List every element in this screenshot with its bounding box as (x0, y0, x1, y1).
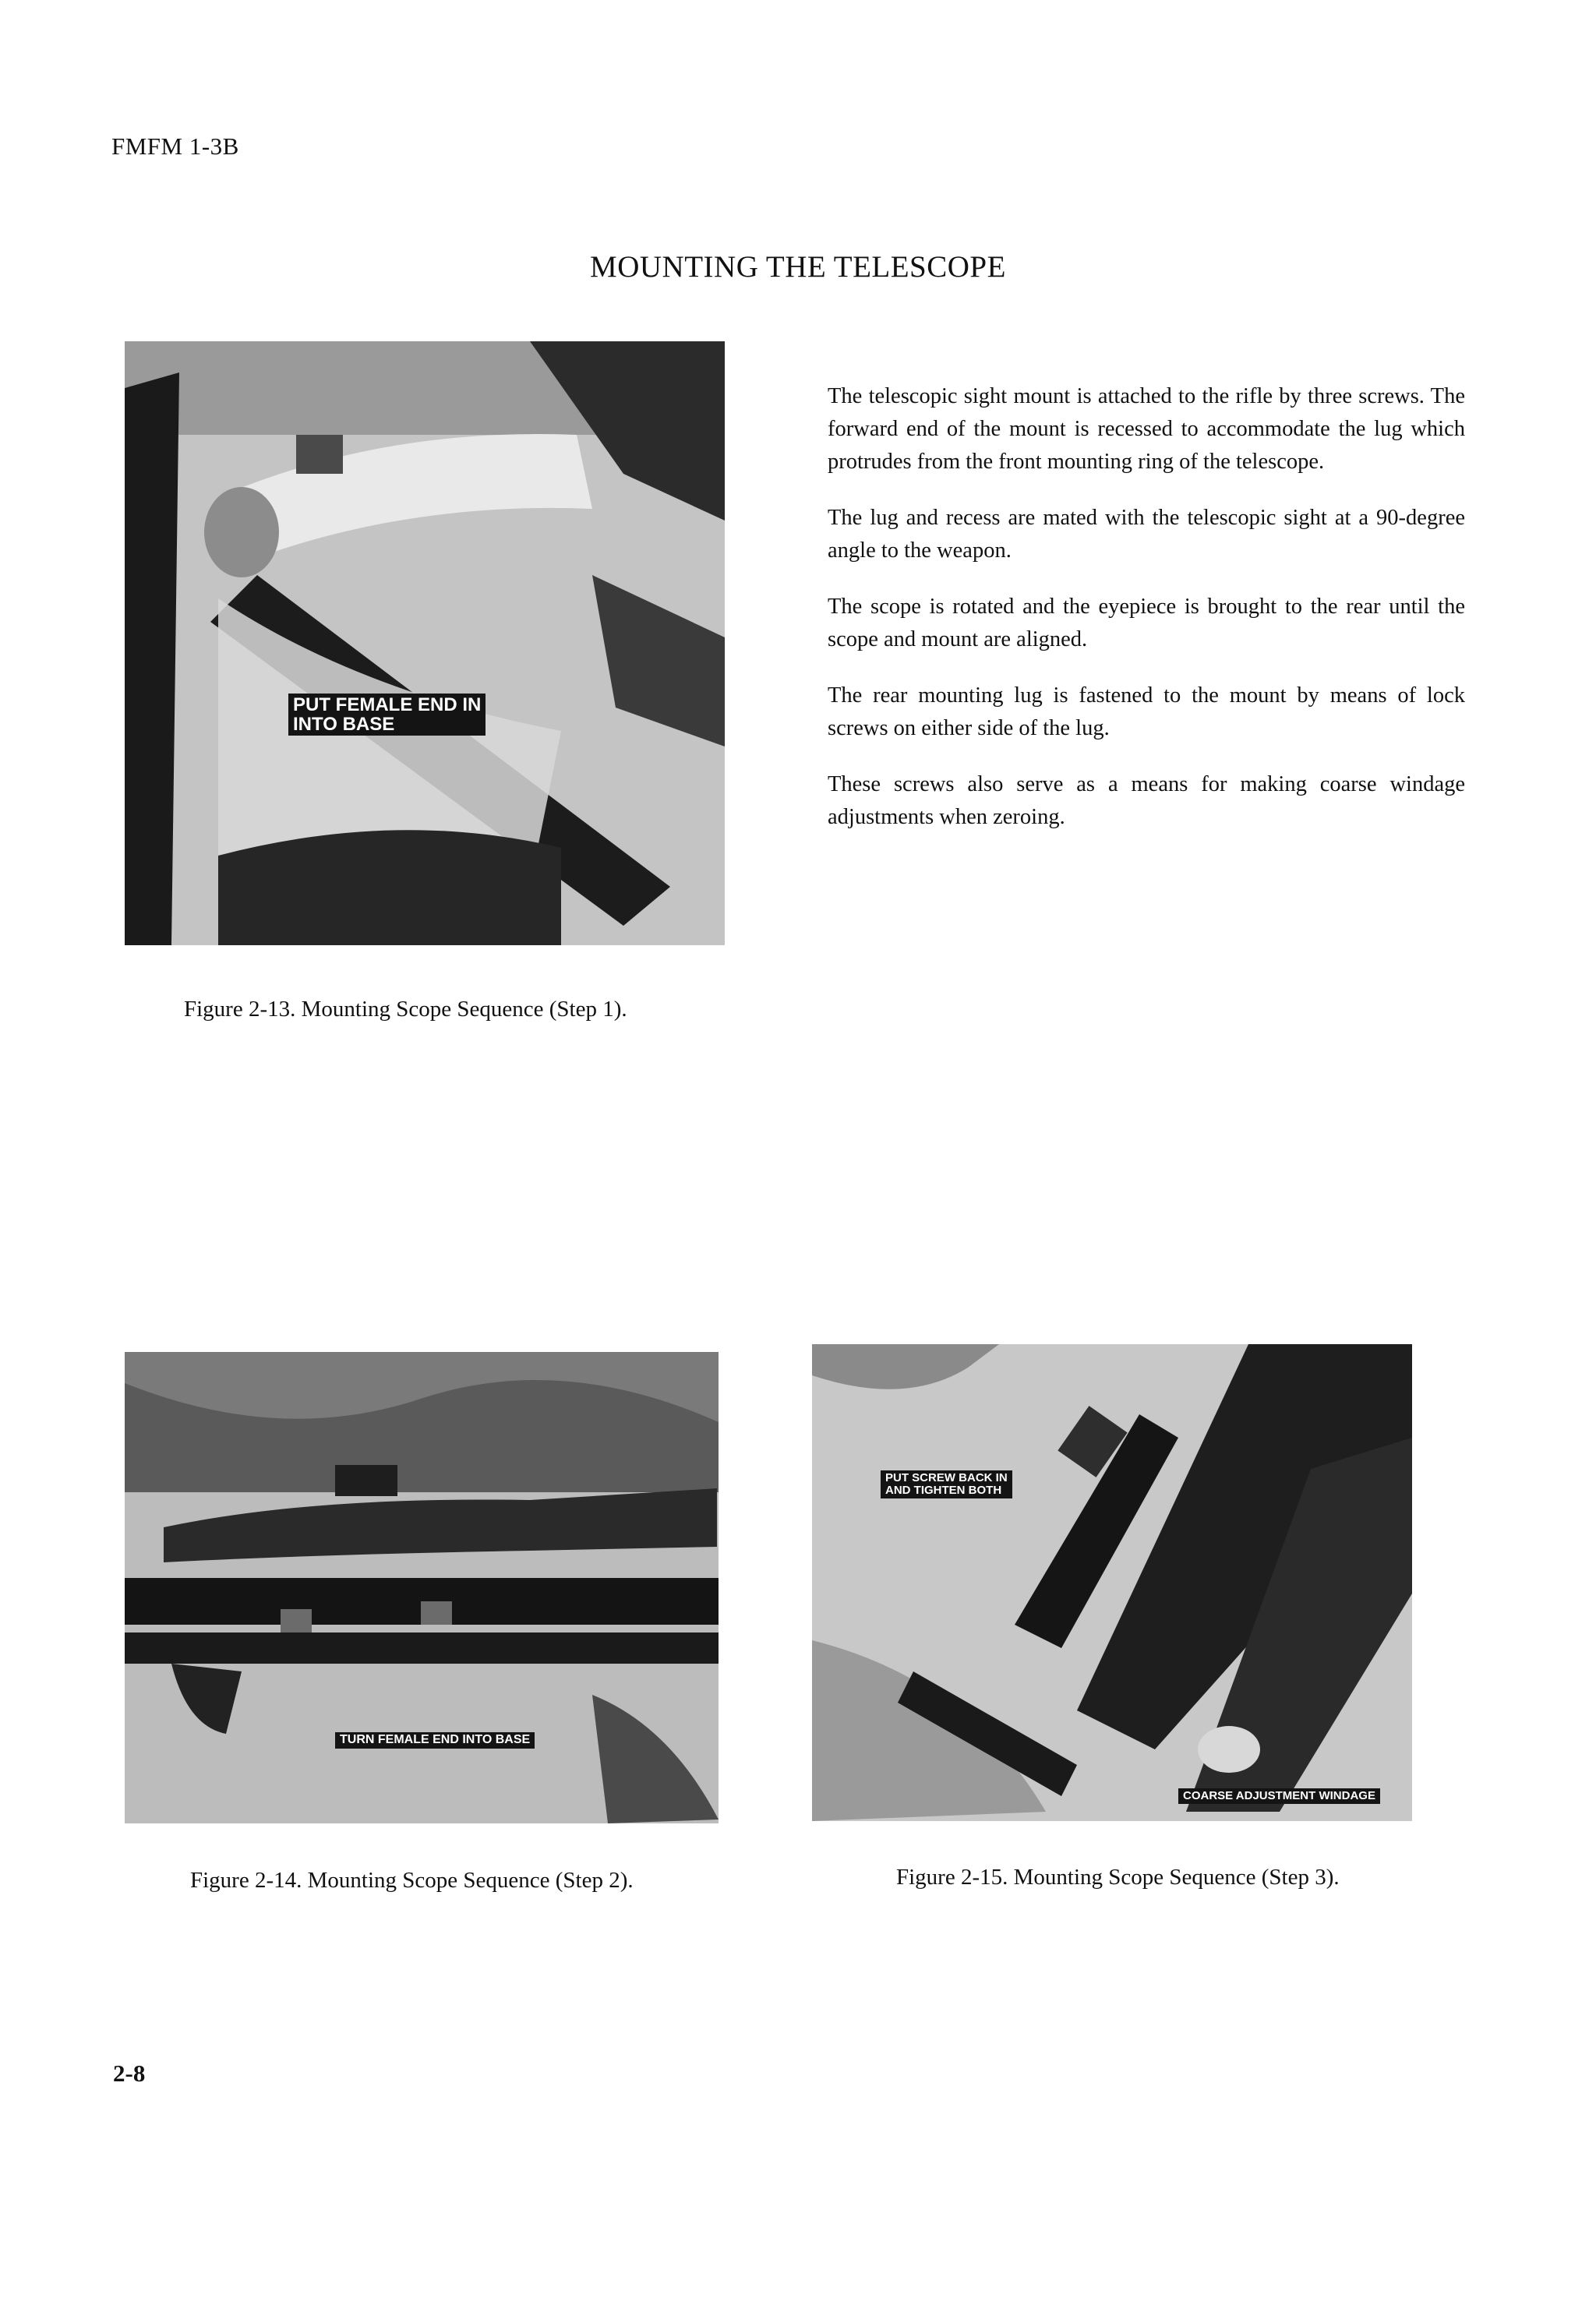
figure-2-14-photo (125, 1352, 719, 1823)
body-text (828, 380, 1465, 857)
paragraph: These screws also serve as a means for making coarse windage adjustments when zeroing. (828, 772, 1465, 829)
paragraph: The scope is rotated and the eyepiece is brought to the rear until the scope and mount are aligned. (828, 595, 1465, 651)
scope-mounting-photo-step-2 (125, 1352, 719, 1823)
figure-2-14-caption: Figure 2-14. Mounting Scope Sequence (Step 2). (190, 1868, 634, 1893)
scope-mounting-photo-step-3 (812, 1344, 1412, 1821)
figure-2-15-caption: Figure 2-15. Mounting Scope Sequence (Step 3). (896, 1865, 1340, 1890)
photo-label-step-1: PUT FEMALE END IN INTO BASE (288, 694, 486, 736)
paragraph: The lug and recess are mated with the telescopic sight at a 90-degree angle to the weapon. (828, 506, 1465, 563)
figure-2-15-photo (812, 1344, 1412, 1821)
photo-label-coarse-adjustment: COARSE ADJUSTMENT WINDAGE (1178, 1788, 1380, 1804)
photo-label-step-2: TURN FEMALE END INTO BASE (335, 1732, 535, 1749)
paragraph: The rear mounting lug is fastened to the mount by means of lock screws on either side of the lug. (828, 683, 1465, 740)
page-number: 2-8 (113, 2060, 146, 2087)
photo-label-step-3: PUT SCREW BACK IN AND TIGHTEN BOTH (881, 1470, 1012, 1498)
page-title: MOUNTING THE TELESCOPE (590, 250, 1006, 284)
paragraph: The telescopic sight mount is attached to the rifle by three screws. The forward end of the mount is recessed to accommodate the lug which protrudes from the front mounting ring of the telescope. (828, 384, 1465, 474)
figure-2-13-photo (125, 341, 725, 945)
figure-2-13-caption: Figure 2-13. Mounting Scope Sequence (Step 1). (184, 997, 627, 1022)
document-id: FMFM 1-3B (111, 132, 239, 160)
scope-mounting-photo-step-1 (125, 341, 725, 945)
